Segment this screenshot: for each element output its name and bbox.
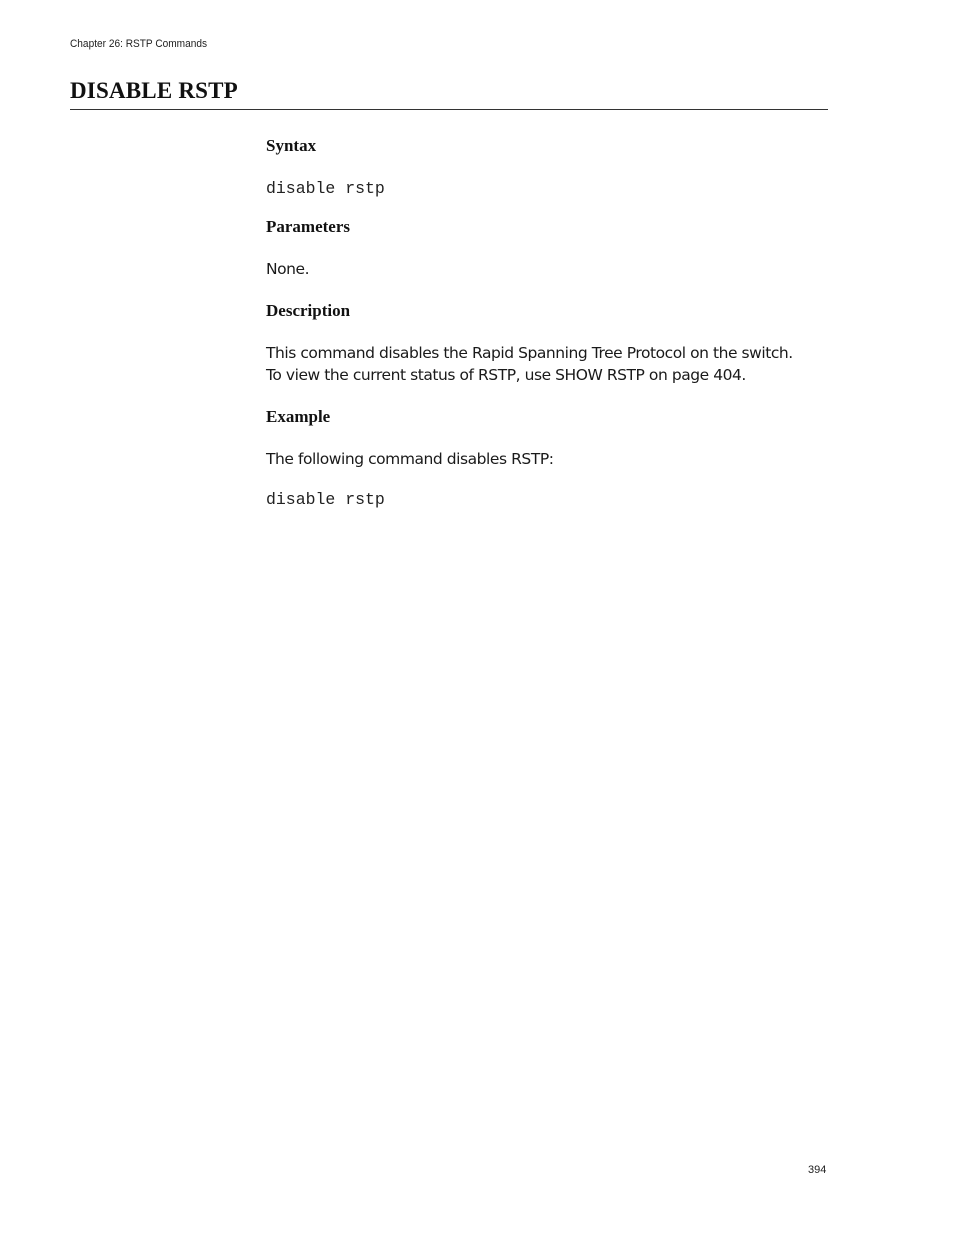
description-line-1: This command disables the Rapid Spanning Tree Protocol on the switch. (266, 344, 793, 362)
page-number: 394 (808, 1164, 827, 1176)
syntax-heading: Syntax (266, 136, 317, 155)
parameters-heading: Parameters (266, 217, 351, 236)
description-heading: Description (266, 301, 351, 320)
example-command: disable rstp (266, 490, 385, 509)
running-header: Chapter 26: RSTP Commands (70, 38, 208, 50)
example-text: The following command disables RSTP: (266, 450, 554, 468)
example-heading: Example (266, 407, 331, 426)
title-rule (70, 109, 828, 110)
parameters-text: None. (266, 260, 310, 278)
description-line-2: To view the current status of RSTP, use SHOW RSTP on page 404. (266, 366, 746, 384)
syntax-command: disable rstp (266, 179, 385, 198)
section-title: DISABLE RSTP (70, 78, 238, 103)
